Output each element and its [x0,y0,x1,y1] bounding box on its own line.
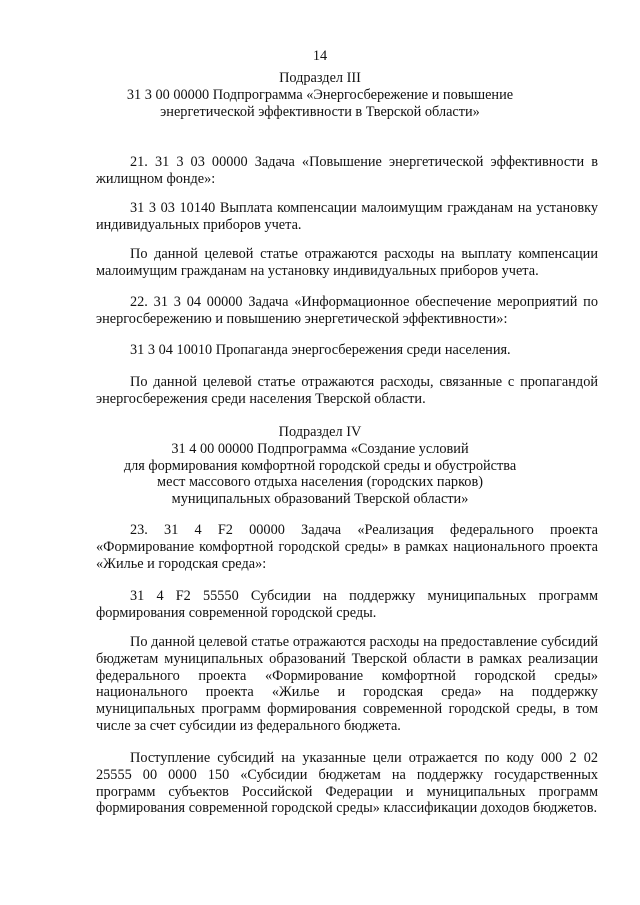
section-title-line: энергетической эффективности в Тверской области» [160,103,480,120]
section-title-line: для формирования комфортной городской среды и обустройства [123,457,517,474]
paragraph: 31 4 F2 55550 Субсидии на поддержку муниципальных программ формирования современной городской среды. [96,588,598,621]
paragraph: 23. 31 4 F2 00000 Задача «Реализация федерального проекта «Формирование комфортной городской среды» в рамках национального проекта «Жилье и городская среда»: [96,522,598,572]
paragraph: 31 3 03 10140 Выплата компенсации малоимущим гражданам на установку индивидуальных приборов учета. [96,200,598,233]
section-title-line: 31 3 00 00000 Подпрограмма «Энергосбережение и повышение [126,86,514,103]
section-heading-4 [80,424,560,508]
paragraph: 22. 31 3 04 00000 Задача «Информационное обеспечение мероприятий по энергосбережению и повышению энергетической эффективности»: [96,294,598,327]
section-title: Подраздел IV [278,424,362,440]
paragraph: 31 3 04 10010 Пропаганда энергосбережения среди населения. [130,342,511,358]
section-title: Подраздел III [279,70,361,86]
paragraph: Поступление субсидий на указанные цели отражается по коду 000 2 02 25555 00 0000 150 «Субсидии бюджетам на поддержку государственных программ субъектов Российской Федерации и муниципальных программ формирования современной городской среды» классификации доходов бюджетов. [96,750,598,817]
section-title-line: мест массового отдыха населения (городских парков) [157,474,483,491]
page-number: 14 [312,48,328,64]
paragraph: По данной целевой статье отражаются расходы на предоставление субсидий бюджетам муниципальных образований Тверской области в рамках реализации федерального проекта «Формирование комфортной городской среды» национального проекта «Жилье и городская среда» на поддержку муниципальных программ формирования современной городской среды, в том числе за счет субсидии из федерального бюджета. [96,634,598,734]
paragraph: По данной целевой статье отражаются расходы на выплату компенсации малоимущим гражданам на установку индивидуальных приборов учета. [96,246,598,279]
paragraph: 21. 31 3 03 00000 Задача «Повышение энергетической эффективности в жилищном фонде»: [96,154,598,187]
section-title-line: 31 4 00 00000 Подпрограмма «Создание условий [171,440,469,457]
section-title-line: муниципальных образований Тверской области» [171,491,469,508]
paragraph: По данной целевой статье отражаются расходы, связанные с пропагандой энергосбережения среди населения Тверской области. [96,374,598,407]
section-heading-3 [80,70,560,120]
